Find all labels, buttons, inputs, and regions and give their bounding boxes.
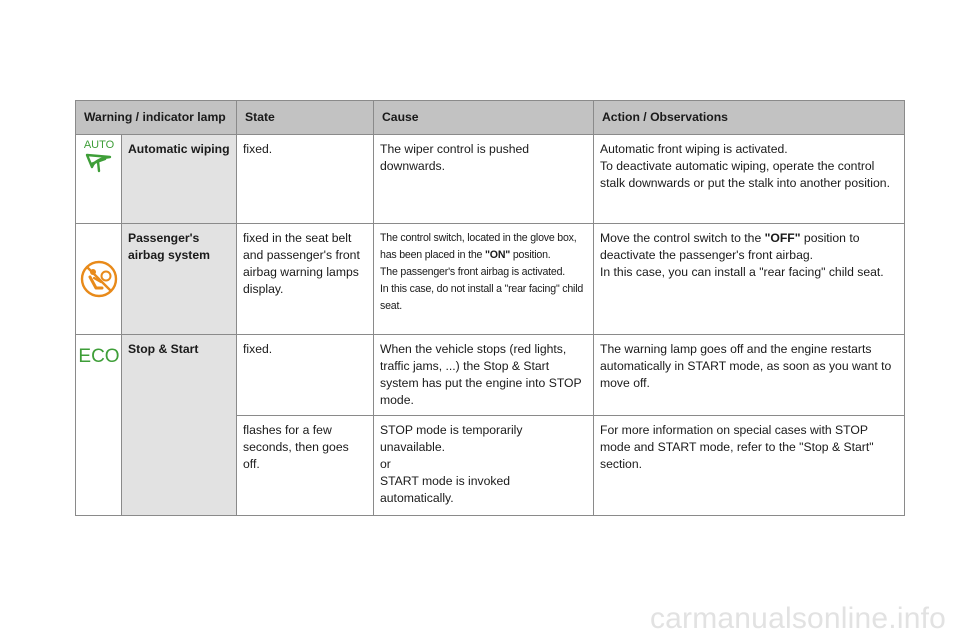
cause-line: STOP mode is temporarily unavailable. [380,423,523,454]
lamp-name: Automatic wiping [122,135,237,224]
lamp-icon-cell [76,224,122,335]
lamp-state: fixed. [237,335,374,416]
lamp-action [594,135,905,224]
action-text: Move the control switch to the [600,231,765,245]
action-line: Automatic front wiping is activated. [600,142,788,156]
cause-text: The control switch, located in the glove box, has been placed in the [380,232,577,261]
lamp-icon-cell [76,335,122,516]
lamp-state: fixed. [237,135,374,224]
header-action: Action / Observations [594,101,905,135]
lamp-state: fixed in the seat belt and passenger's front airbag warning lamps display. [237,224,374,335]
airbag-off-icon [79,259,119,299]
auto-wiping-icon [79,135,119,179]
action-line: To deactivate automatic wiping, operate the control stalk downwards or put the stalk into another position. [600,159,890,190]
action-line: In this case, you can install a "rear facing" child seat. [600,265,884,279]
lamp-action: The warning lamp goes off and the engine restarts automatically in START mode, as soon as you want to move off. [594,335,905,416]
header-cause: Cause [374,101,594,135]
lamp-name: Passenger's airbag system [122,224,237,335]
cause-line: In this case, do not install a "rear facing" child seat. [380,283,584,312]
table-header-row [76,101,905,135]
table-row [76,135,905,224]
lamp-cause [374,224,594,335]
header-state: State [237,101,374,135]
cause-text: position. [510,249,551,261]
action-text: position to deactivate the passenger's front airbag. [600,231,860,262]
lamp-name: Stop & Start [122,335,237,516]
lamp-state: flashes for a few seconds, then goes off. [237,416,374,516]
lamp-action: For more information on special cases with STOP mode and START mode, refer to the "Stop & Start" section. [594,416,905,516]
watermark: carmanualsonline.info [649,602,946,635]
eco-icon-label: ECO [77,346,120,367]
eco-icon [77,341,121,371]
lamp-cause: When the vehicle stops (red lights, traffic jams, ...) the Stop & Start system has put the engine into STOP mode. [374,335,594,416]
lamp-action [594,224,905,335]
table-row [76,335,905,416]
lamp-cause [374,416,594,516]
auto-wiping-icon-label: AUTO [83,139,114,151]
header-warning-lamp: Warning / indicator lamp [76,101,237,135]
cause-line: or [380,457,391,471]
warning-lamp-table [75,100,905,516]
cause-line [380,230,587,264]
action-line [600,230,898,264]
cause-line: The passenger's front airbag is activated. [380,266,566,278]
table-row [76,224,905,335]
cause-line: START mode is invoked automatically. [380,474,511,505]
lamp-cause: The wiper control is pushed downwards. [374,135,594,224]
on-position-label: "ON" [484,249,511,261]
lamp-icon-cell [76,135,122,224]
off-position-label: "OFF" [764,231,801,245]
